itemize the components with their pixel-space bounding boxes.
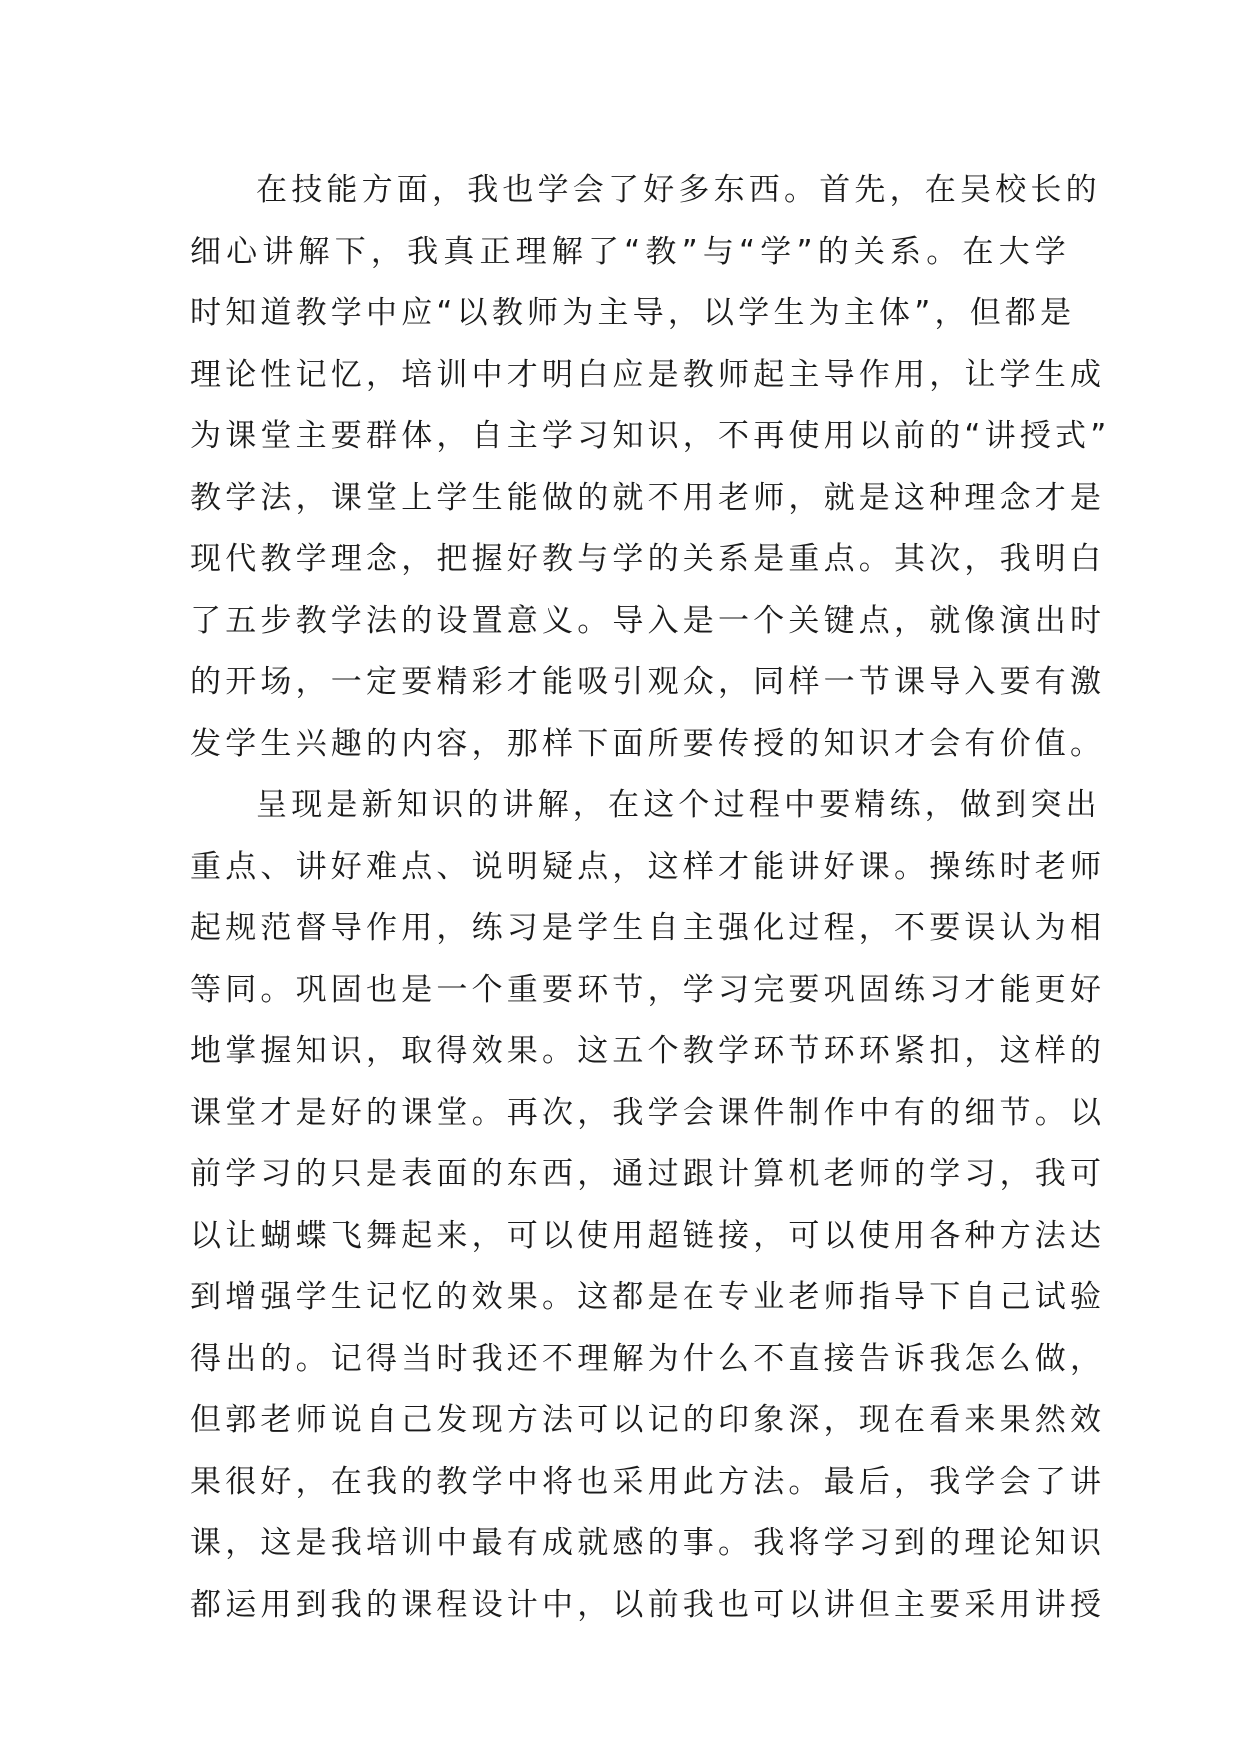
paragraph-line: 起规范督导作用，练习是学生自主强化过程，不要误认为相 xyxy=(190,910,1106,946)
paragraph-line: 了五步教学法的设置意义。导入是一个关键点，就像演出时 xyxy=(190,602,1106,639)
paragraph-line: 发学生兴趣的内容，那样下面所要传授的知识才会有价值。 xyxy=(190,725,1106,762)
paragraph-line: 在技能方面，我也学会了好多东西。首先，在吴校长的 xyxy=(256,172,1101,208)
paragraph-line: 现代教学理念，把握好教与学的关系是重点。其次，我明白 xyxy=(190,541,1106,577)
paragraph-line: 理论性记忆，培训中才明白应是教师起主导作用，让学生成 xyxy=(190,356,1106,393)
paragraph-line: 教学法，课堂上学生能做的就不用老师，就是这种理念才是 xyxy=(190,479,1106,516)
paragraph-line: 果很好，在我的教学中将也采用此方法。最后，我学会了讲 xyxy=(190,1463,1106,1500)
paragraph-line: 等同。巩固也是一个重要环节，学习完要巩固练习才能更好 xyxy=(190,971,1106,1008)
paragraph-line: 为课堂主要群体，自主学习知识，不再使用以前的“讲授式” xyxy=(190,418,1111,454)
paragraph-line: 但郭老师说自己发现方法可以记的印象深，现在看来果然效 xyxy=(190,1402,1106,1438)
paragraph-line: 细心讲解下，我真正理解了“教”与“学”的关系。在大学 xyxy=(190,233,1070,270)
paragraph-line: 地掌握知识，取得效果。这五个教学环节环环紧扣，这样的 xyxy=(190,1033,1106,1069)
body-text xyxy=(190,160,1111,1636)
paragraph-line: 得出的。记得当时我还不理解为什么不直接告诉我怎么做， xyxy=(190,1340,1106,1377)
paragraph-line: 到增强学生记忆的效果。这都是在专业老师指导下自己试验 xyxy=(190,1279,1106,1315)
paragraph-line: 时知道教学中应“以教师为主导，以学生为主体”，但都是 xyxy=(190,295,1076,331)
paragraph-line: 呈现是新知识的讲解，在这个过程中要精练，做到突出 xyxy=(256,787,1101,823)
paragraph-line: 以让蝴蝶飞舞起来，可以使用超链接，可以使用各种方法达 xyxy=(190,1217,1106,1254)
paragraph-line: 都运用到我的课程设计中，以前我也可以讲但主要采用讲授 xyxy=(190,1586,1106,1623)
paragraph-line: 重点、讲好难点、说明疑点，这样才能讲好课。操练时老师 xyxy=(190,848,1106,885)
paragraph-line: 课堂才是好的课堂。再次，我学会课件制作中有的细节。以 xyxy=(190,1094,1106,1131)
paragraph-line: 前学习的只是表面的东西，通过跟计算机老师的学习，我可 xyxy=(190,1156,1106,1192)
paragraph-line: 课，这是我培训中最有成就感的事。我将学习到的理论知识 xyxy=(190,1525,1106,1561)
paragraph-line: 的开场，一定要精彩才能吸引观众，同样一节课导入要有激 xyxy=(190,664,1106,700)
